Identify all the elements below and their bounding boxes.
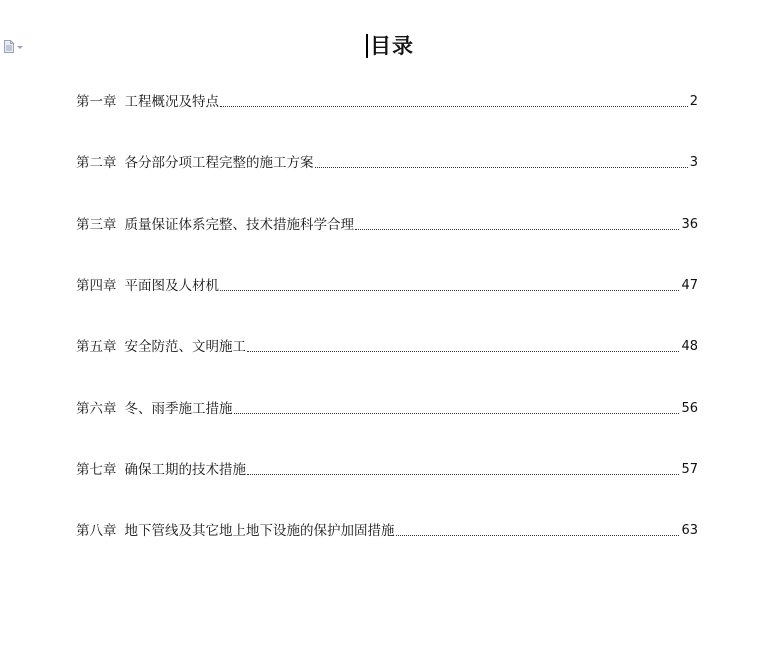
toc-dot-leader <box>220 289 679 291</box>
toc-dot-leader <box>396 534 680 536</box>
toc-dot-leader <box>247 473 679 475</box>
title-row <box>0 30 780 62</box>
toc-chapter-number: 第三章 <box>76 217 117 233</box>
toc-page-number: 57 <box>681 462 698 477</box>
toc-chapter-number: 第六章 <box>76 401 117 417</box>
toc-dot-leader <box>220 105 688 107</box>
toc-entry[interactable] <box>76 399 698 419</box>
toc-chapter-number: 第四章 <box>76 278 117 294</box>
toc-chapter-number: 第一章 <box>76 94 117 110</box>
toc-page-number: 36 <box>681 217 698 232</box>
toc-chapter-title: 质量保证体系完整、技术措施科学合理 <box>124 217 354 233</box>
toc-chapter-number: 第二章 <box>76 155 117 171</box>
toc-entry[interactable] <box>76 460 698 480</box>
toc-page-number: 47 <box>681 278 698 293</box>
toc-chapter-title: 各分部分项工程完整的施工方案 <box>124 155 314 171</box>
toc-dot-leader <box>247 350 679 352</box>
toc-chapter-title: 安全防范、文明施工 <box>124 339 246 355</box>
toc-entry[interactable] <box>76 215 698 235</box>
toc-entry[interactable] <box>76 92 698 112</box>
toc-dot-leader <box>315 166 688 168</box>
toc-entry[interactable] <box>76 337 698 357</box>
toc-entry[interactable] <box>76 153 698 173</box>
toc-dot-leader <box>234 412 680 414</box>
toc-page-number: 63 <box>681 523 698 538</box>
toc-dot-leader <box>355 228 679 230</box>
toc-page-number: 48 <box>681 339 698 354</box>
toc-chapter-title: 地下管线及其它地上地下设施的保护加固措施 <box>124 523 395 539</box>
toc-chapter-number: 第七章 <box>76 462 117 478</box>
toc-chapter-title: 平面图及人材机 <box>124 278 219 294</box>
toc-entry[interactable] <box>76 276 698 296</box>
text-cursor <box>366 34 368 58</box>
toc-page-number: 3 <box>689 155 698 170</box>
toc-chapter-title: 工程概况及特点 <box>124 94 219 110</box>
toc-page-number: 2 <box>689 94 698 109</box>
toc-entry[interactable] <box>76 521 698 541</box>
toc-chapter-title: 冬、雨季施工措施 <box>124 401 233 417</box>
toc-chapter-title: 确保工期的技术措施 <box>124 462 246 478</box>
toc-chapter-number: 第八章 <box>76 523 117 539</box>
document-title-text: 目录 <box>370 33 414 58</box>
toc-chapter-number: 第五章 <box>76 339 117 355</box>
document-title[interactable] <box>366 30 414 62</box>
toc-page-number: 56 <box>681 401 698 416</box>
